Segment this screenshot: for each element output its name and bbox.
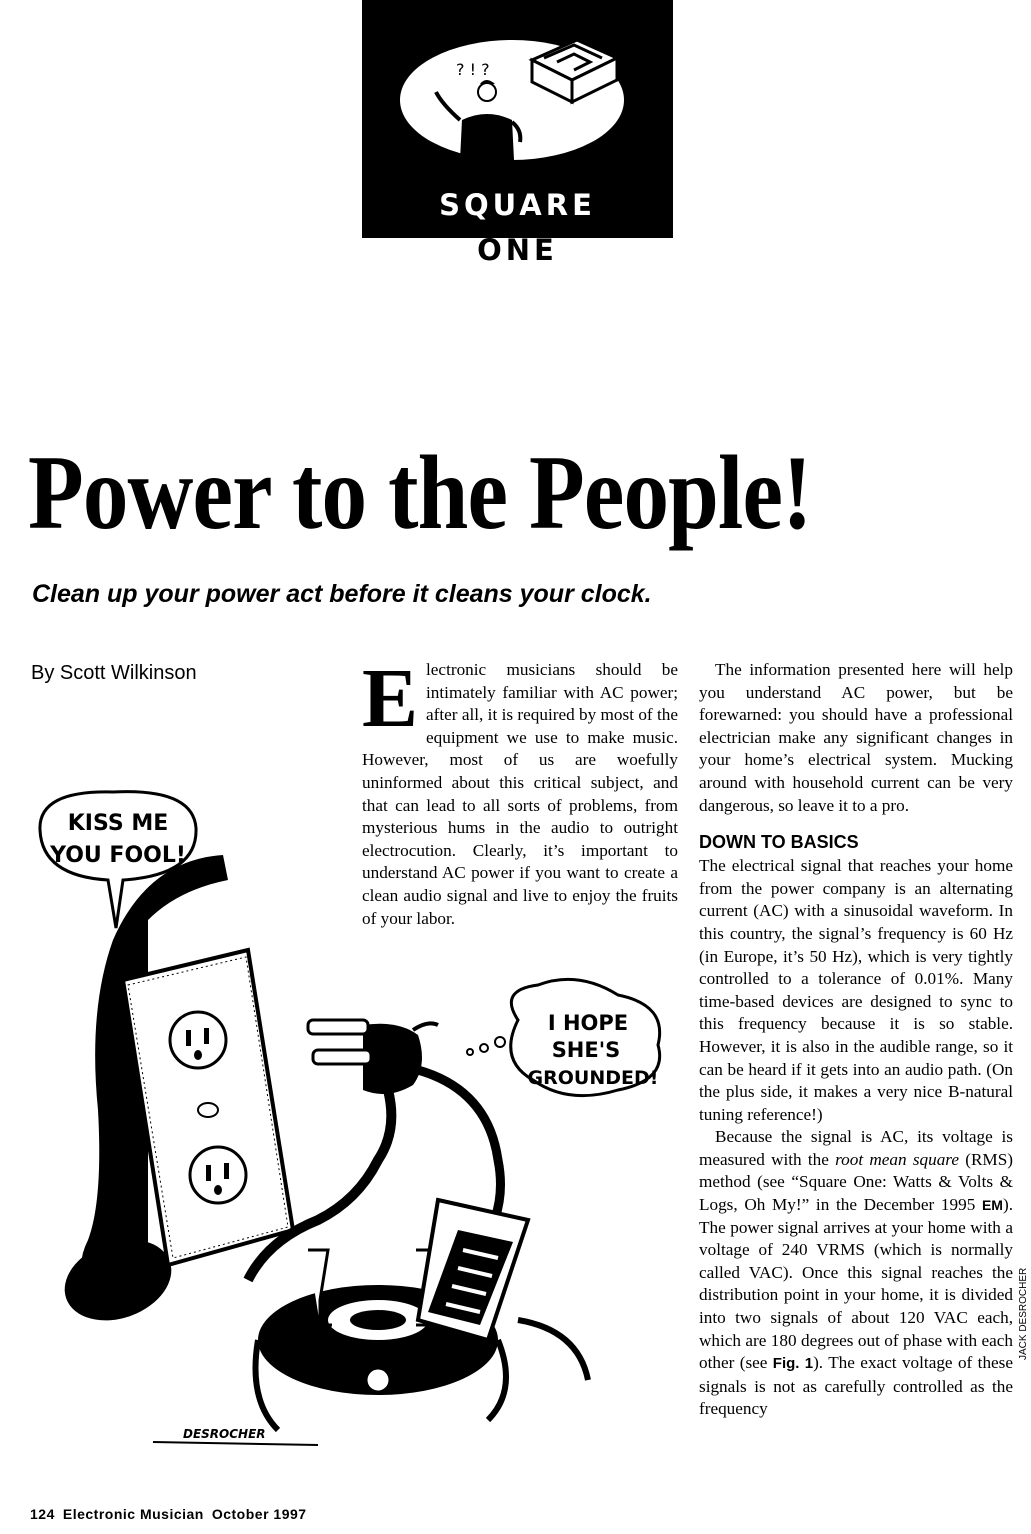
rms-text-d: ). The exact voltage of these signals is not as carefully controlled as the frequency bbox=[699, 1353, 1013, 1419]
bubble-left-line1: KISS ME bbox=[67, 811, 169, 836]
illustration-credit: JACK DESROCHER bbox=[1018, 1267, 1029, 1360]
section-heading: DOWN TO BASICS bbox=[699, 832, 859, 853]
drop-cap: E bbox=[362, 652, 419, 745]
rms-text-a: Because the signal is AC, its voltage is measured with the bbox=[699, 1127, 1013, 1169]
rms-text-b: (RMS) method (see “Square One: Watts & Volts & Logs, Oh My!” in the December 1995 bbox=[699, 1149, 1013, 1215]
outlet-plug-cartoon bbox=[18, 780, 688, 1460]
figure-ref: Fig. 1 bbox=[772, 1355, 814, 1373]
paragraph-rms bbox=[699, 1126, 1013, 1421]
svg-text:? ! ?: ? ! ? bbox=[456, 60, 490, 79]
outlet-plate bbox=[123, 950, 293, 1265]
bubble-left-line2: YOU FOOL! bbox=[50, 843, 186, 868]
plug-head bbox=[308, 1020, 438, 1094]
paragraph-basics: The electrical signal that reaches your home from the power company is an alternating current (AC) with a sinusoidal waveform. In this country, the signal’s frequency is 60 Hz (in Europe, it’s 50 Hz), which is very tightly controlled to a tolerance of 0.01%. Many time-based devices are designed to sync to this frequency because it is so stable. However, it is also in the audible range, so it can be heard if it gets into an audio path. (On the plus side, it makes a very nice B-natural tuning reference!) bbox=[699, 856, 1013, 1124]
issue-date: October 1997 bbox=[211, 1506, 307, 1522]
speech-bubble-left bbox=[40, 792, 196, 928]
rms-emphasis: root mean square bbox=[835, 1149, 959, 1169]
artist-signature: DESROCHER bbox=[183, 1427, 266, 1441]
magazine-ref: EM bbox=[981, 1197, 1003, 1214]
column-name-one: ONE bbox=[477, 233, 558, 267]
maze-thinker-illustration bbox=[362, 0, 673, 180]
publication-name: Electronic Musician bbox=[62, 1506, 204, 1522]
rms-text-c: ). The power signal arrives at your home with a voltage of 240 VRMS (which is normally called VAC). Once this signal reaches the distribution point in your home, it is divided into two signals of about 120 VAC each, which are 180 degrees out of phase with each other (see bbox=[699, 1195, 1013, 1373]
bubble-right-line3: GROUNDED! bbox=[527, 1067, 659, 1089]
bubble-right-line2: SHE'S bbox=[551, 1038, 621, 1062]
page-footer bbox=[30, 1506, 315, 1522]
article-subtitle: Clean up your power act before it cleans your clock. bbox=[32, 580, 652, 608]
body-column bbox=[699, 659, 1013, 1421]
bubble-right-line1: I HOPE bbox=[547, 1011, 629, 1035]
paragraph-warning: The information presented here will help you understand AC power, but be forewarned: you should have a professional electrician make any significant changes in your home’s electrical system. Mucking around with household current can be very dangerous, so leave it to a pro. bbox=[699, 660, 1013, 815]
page-number: 124 bbox=[30, 1506, 55, 1522]
author-byline: By Scott Wilkinson bbox=[31, 662, 197, 684]
thought-bubble-right bbox=[467, 979, 660, 1095]
column-name-square: SQUARE bbox=[439, 188, 596, 222]
column-header-block bbox=[362, 0, 673, 238]
intro-text: lectronic musicians should be intimately familiar with AC power; after all, it is required by most of the equipment we use to make music. However, most of us are woefully uninformed about this critical subject, and that can lead to all sorts of problems, from mysterious hums in the audio to outright electrocution. Clearly, it’s important to understand AC power if you want to create a clean audio signal and live to enjoy the fruits of your labor. bbox=[362, 660, 678, 928]
article-title: Power to the People! bbox=[28, 434, 812, 551]
